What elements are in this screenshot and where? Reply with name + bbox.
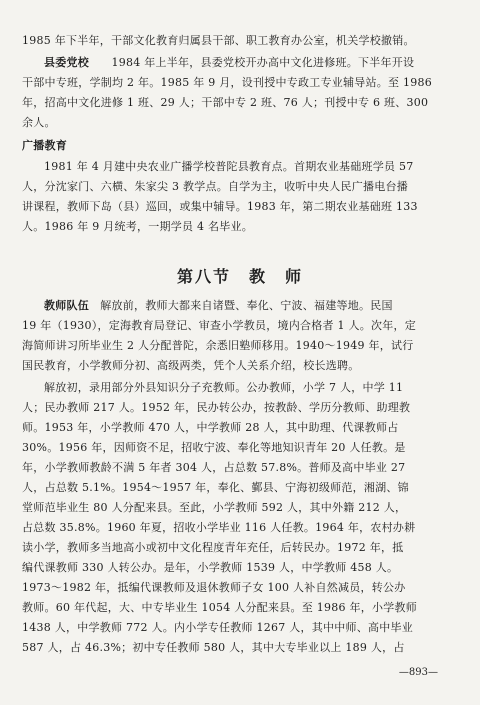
text-line: 解放初，录用部分外县知识分子充教师。公办教师，小学 7 人，中学 11 xyxy=(44,381,404,394)
text-line: 干部中专班，学制均 2 年。1985 年 9 月，设刊授中专政工专业辅导站。至 1986 xyxy=(22,76,432,89)
page-number: —893— xyxy=(398,667,438,678)
teachers-paragraph xyxy=(44,299,393,313)
text-line: 讲课程，教师下岛（县）巡回，或集中辅导。1983 年，第二期农业基础班 133 xyxy=(22,200,418,213)
text-line: 国民教育，小学教师分初、高级两类，凭个人关系介绍，校长选聘。 xyxy=(22,359,360,372)
text-line: 教师。60 年代起，大、中专毕业生 1054 人分配来县。至 1986 年，小学教师 xyxy=(22,601,417,614)
teachers-lead: 教师队伍 xyxy=(44,299,89,312)
text-line: 海简师讲习所毕业生 2 人分配普陀，余悉旧塾师移用。1940～1949 年，试行 xyxy=(22,339,414,352)
text-line: 占总数 35.8%。1960 年夏，招收小学毕业 116 人任教。1964 年，农村办耕 xyxy=(22,521,416,534)
text-line: 1984 年上半年，县委党校开办高中文化进修班。下半年开设 xyxy=(111,56,415,69)
text-line: 读小学，教师多当地高小或初中文化程度青年充任，后转民办。1972 年，抵 xyxy=(22,541,404,554)
text-line: 人。1986 年 9 月统考，一期学员 4 名毕业。 xyxy=(22,220,253,233)
text-line: 年，招高中文化进修 1 班、29 人；干部中专 2 班、76 人；刊授中专 6 班、300 xyxy=(22,96,429,109)
section-title: 第八节 教 师 xyxy=(176,267,303,286)
broadcast-heading: 广播教育 xyxy=(22,139,67,152)
text-line: 19 年（1930），定海教育局登记、审查小学教员，境内合格者 1 人。次年，定 xyxy=(22,319,416,332)
text-line: 编代课教师 330 人转公办。是年，小学教师 1539 人，中学教师 458 人。 xyxy=(22,561,399,574)
text-line: 年，小学教师教龄不满 5 年者 304 人，占总数 57.8%。普师及高中毕业 27 xyxy=(22,461,406,474)
text-line: 1985 年下半年，干部文化教育归属县干部、职工教育办公室，机关学校撤销。 xyxy=(22,34,415,47)
text-line: 师。1953 年，小学教师 470 人，中学教师 28 人，其中助理、代课教师占 xyxy=(22,421,399,434)
text-line: 人；民办教师 217 人。1952 年，民办转公办，按教龄、学历分教师、助理教 xyxy=(22,401,411,414)
text-line: 1438 人，中学教师 772 人。内小学专任教师 1267 人，其中中师、高中毕业 xyxy=(22,621,413,634)
party-school-lead: 县委党校 xyxy=(44,56,89,69)
text-line: 1973～1982 年，抵编代课教师及退休教师子女 100 人补自然减员，转公办 xyxy=(22,581,406,594)
text-line: 587 人，占 46.3%；初中专任教师 580 人，其中大专毕业以上 189 人，占 xyxy=(22,641,405,654)
party-school-paragraph xyxy=(44,56,414,70)
text-line: 余人。 xyxy=(22,116,56,129)
text-line: 堂师范毕业生 80 人分配来县。至此，小学教师 592 人，其中外籍 212 人， xyxy=(22,501,407,514)
text-line: 1981 年 4 月建中央农业广播学校普陀县教育点。首期农业基础班学员 57 xyxy=(44,160,414,173)
text-line: 解放前，教师大都来自诸暨、奉化、宁波、福建等地。民国 xyxy=(100,299,393,312)
text-line: 30%。1956 年，因师资不足，招收宁波、奉化等地知识青年 20 人任教。是 xyxy=(22,441,406,454)
text-line: 人，分沈家门、六横、朱家尖 3 教学点。自学为主，收听中央人民广播电台播 xyxy=(22,180,408,193)
text-line: 人，占总数 5.1%。1954～1957 年，奉化、鄞县、宁海初级师范，湘湖、锦 xyxy=(22,481,409,494)
